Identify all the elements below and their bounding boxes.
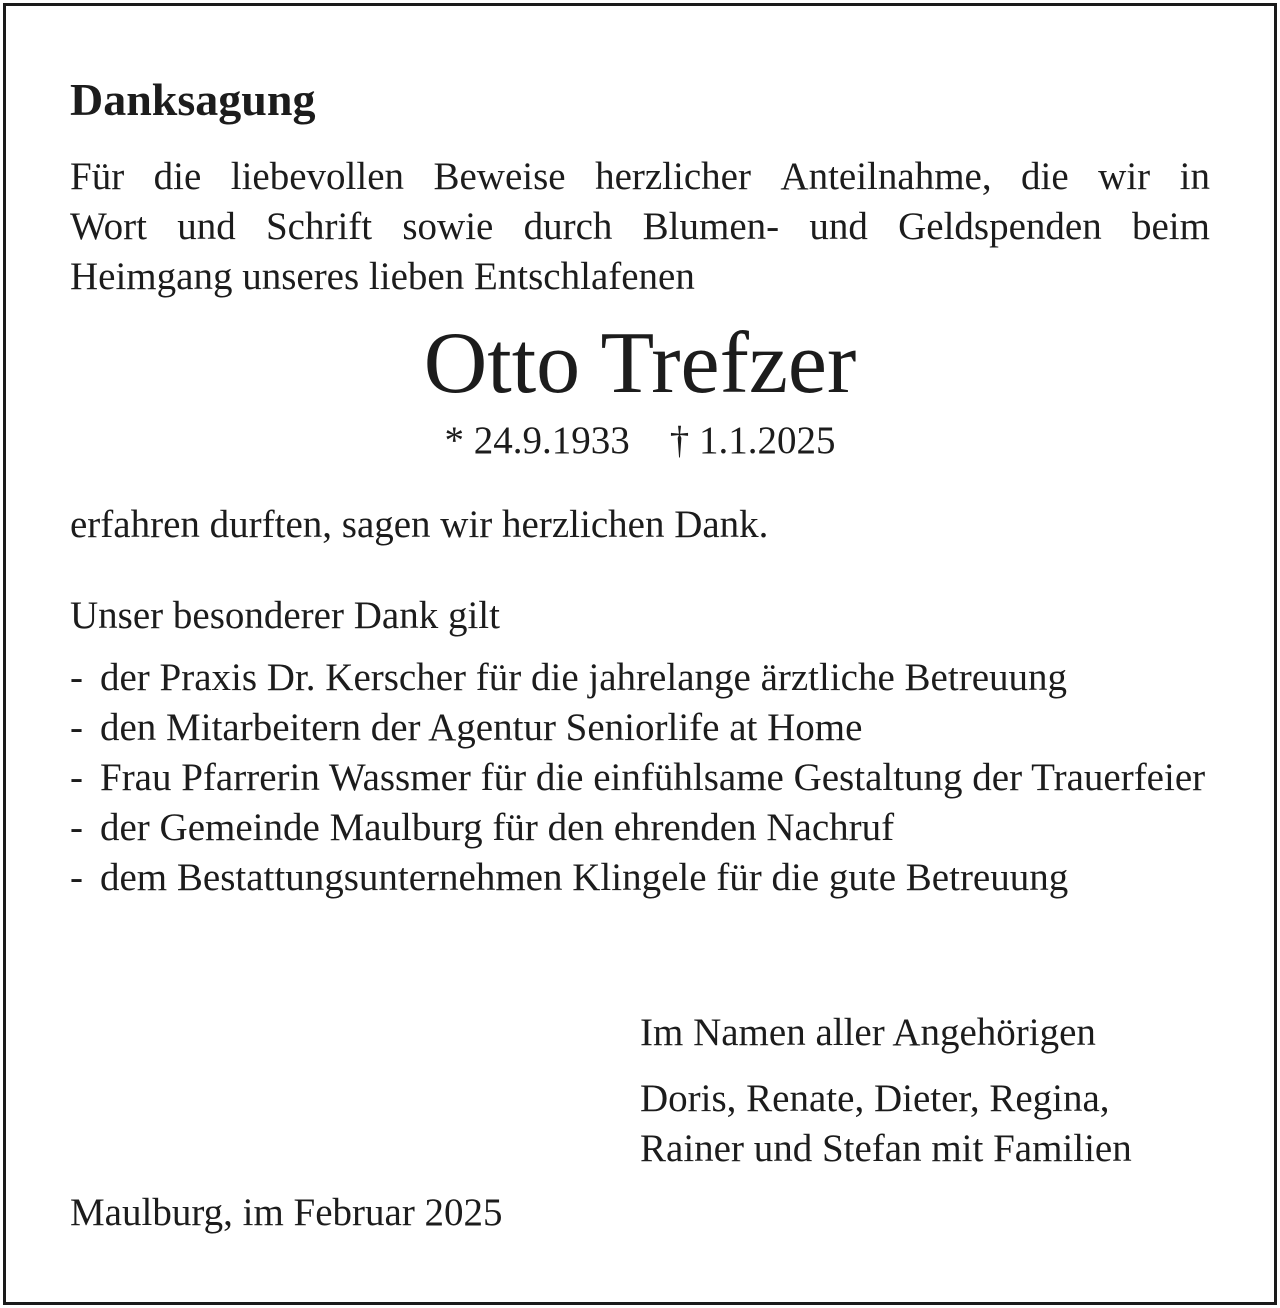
intro-word: beim [1131, 205, 1210, 248]
closing-line: erfahren durften, sagen wir herzlichen Dank. [70, 503, 769, 546]
intro-word: herzlicher [595, 155, 751, 198]
intro-word: sowie [402, 205, 494, 248]
list-item [70, 853, 1210, 903]
intro-line-1 [70, 152, 1210, 202]
signature-intro: Im Namen aller Angehörigen [640, 1011, 1096, 1054]
list-item [70, 803, 1210, 853]
intro-word: und [177, 205, 236, 248]
thanks-list [70, 653, 1210, 903]
intro-word: Beweise [433, 155, 566, 198]
bullet-dash: - [70, 856, 83, 899]
intro-word: Blumen- [642, 205, 780, 248]
list-item-text: der Gemeinde Maulburg für den ehrenden Nachruf [100, 806, 895, 849]
list-item-text: der Praxis Dr. Kerscher für die jahrelange ärztliche Betreuung [100, 656, 1068, 699]
intro-word: Schrift [265, 205, 373, 248]
intro-word: die [153, 155, 202, 198]
intro-word: durch [523, 205, 613, 248]
intro-word: die [1021, 155, 1069, 198]
bullet-dash: - [70, 656, 83, 699]
intro-word: in [1179, 155, 1210, 198]
life-dates [70, 416, 1210, 466]
deceased-name: Otto Trefzer [423, 315, 857, 412]
list-item [70, 653, 1210, 703]
bullet-dash: - [70, 806, 83, 849]
bullet-dash: - [70, 756, 83, 799]
intro-word: Anteilnahme, [780, 155, 992, 198]
signature-names-line-2: Rainer und Stefan mit Familien [640, 1127, 1132, 1170]
intro-line-2 [70, 202, 1210, 252]
birth-date: * 24.9.1933 [444, 419, 630, 462]
signature-block [640, 1008, 1240, 1174]
list-item [70, 703, 1210, 753]
list-item-text: Frau Pfarrerin Wassmer für die einfühlsame Gestaltung der Trauerfeier [100, 756, 1206, 799]
intro-word: liebevollen [230, 155, 405, 198]
intro-word: Geldspenden [898, 205, 1102, 248]
list-item-text: dem Bestattungsunternehmen Klingele für die gute Betreuung [100, 856, 1069, 899]
place-and-date: Maulburg, im Februar 2025 [70, 1191, 503, 1234]
intro-paragraph [70, 152, 1210, 302]
bullet-dash: - [70, 706, 83, 749]
intro-word: wir [1098, 155, 1151, 198]
special-thanks-intro: Unser besonderer Dank gilt [70, 594, 500, 637]
intro-word: Für [70, 155, 125, 198]
list-item [70, 753, 1210, 803]
signature-names-line-1: Doris, Renate, Dieter, Regina, [640, 1077, 1110, 1120]
intro-line-3: Heimgang unseres lieben Entschlafenen [70, 255, 695, 298]
notice-heading: Danksagung [70, 74, 316, 125]
list-item-text: den Mitarbeitern der Agentur Seniorlife at Home [100, 706, 863, 749]
intro-word: und [809, 205, 868, 248]
intro-word: Wort [70, 205, 148, 248]
death-date: † 1.1.2025 [669, 419, 836, 462]
